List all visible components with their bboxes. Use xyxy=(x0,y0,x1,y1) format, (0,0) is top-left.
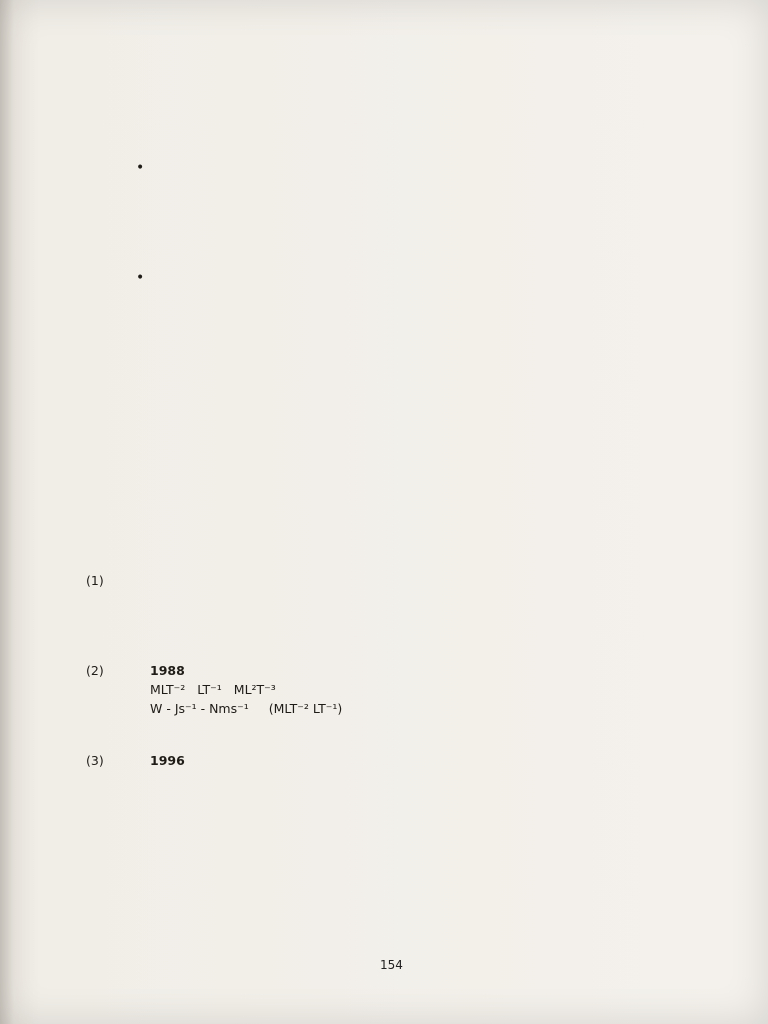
formula-force: MLT⁻² xyxy=(150,682,186,697)
dimension-formulas xyxy=(150,680,740,699)
formula-fv: (MLT⁻² LT⁻¹) xyxy=(268,701,343,716)
numbered-item-1 xyxy=(80,571,740,647)
item-body xyxy=(150,661,740,737)
unit-formulas xyxy=(150,699,740,718)
item-number: (3) xyxy=(86,753,104,768)
bullet-point-1 xyxy=(136,159,740,259)
item-body xyxy=(150,751,740,827)
page-content xyxy=(80,40,740,827)
numbered-item-2 xyxy=(80,661,740,737)
intro-paragraph-2 xyxy=(80,109,740,147)
formula-power: ML²T⁻³ xyxy=(233,682,276,697)
item-year: 1996 xyxy=(150,753,185,768)
section-paragraph xyxy=(80,519,740,557)
bullet-mark: • xyxy=(136,160,145,176)
formula-units: W - Js⁻¹ - Nms⁻¹ xyxy=(150,701,249,716)
item-text xyxy=(150,571,740,647)
intro-paragraph-1 xyxy=(80,40,740,97)
item-number: (2) xyxy=(86,663,104,678)
formula-velocity: LT⁻¹ xyxy=(197,682,222,697)
numbered-item-3 xyxy=(80,751,740,827)
bullet-point-2 xyxy=(136,269,740,509)
item-number: (1) xyxy=(86,573,104,588)
page-number: 154 xyxy=(380,958,403,972)
bullet-mark: • xyxy=(136,270,145,286)
item-year: 1988 xyxy=(150,663,185,678)
